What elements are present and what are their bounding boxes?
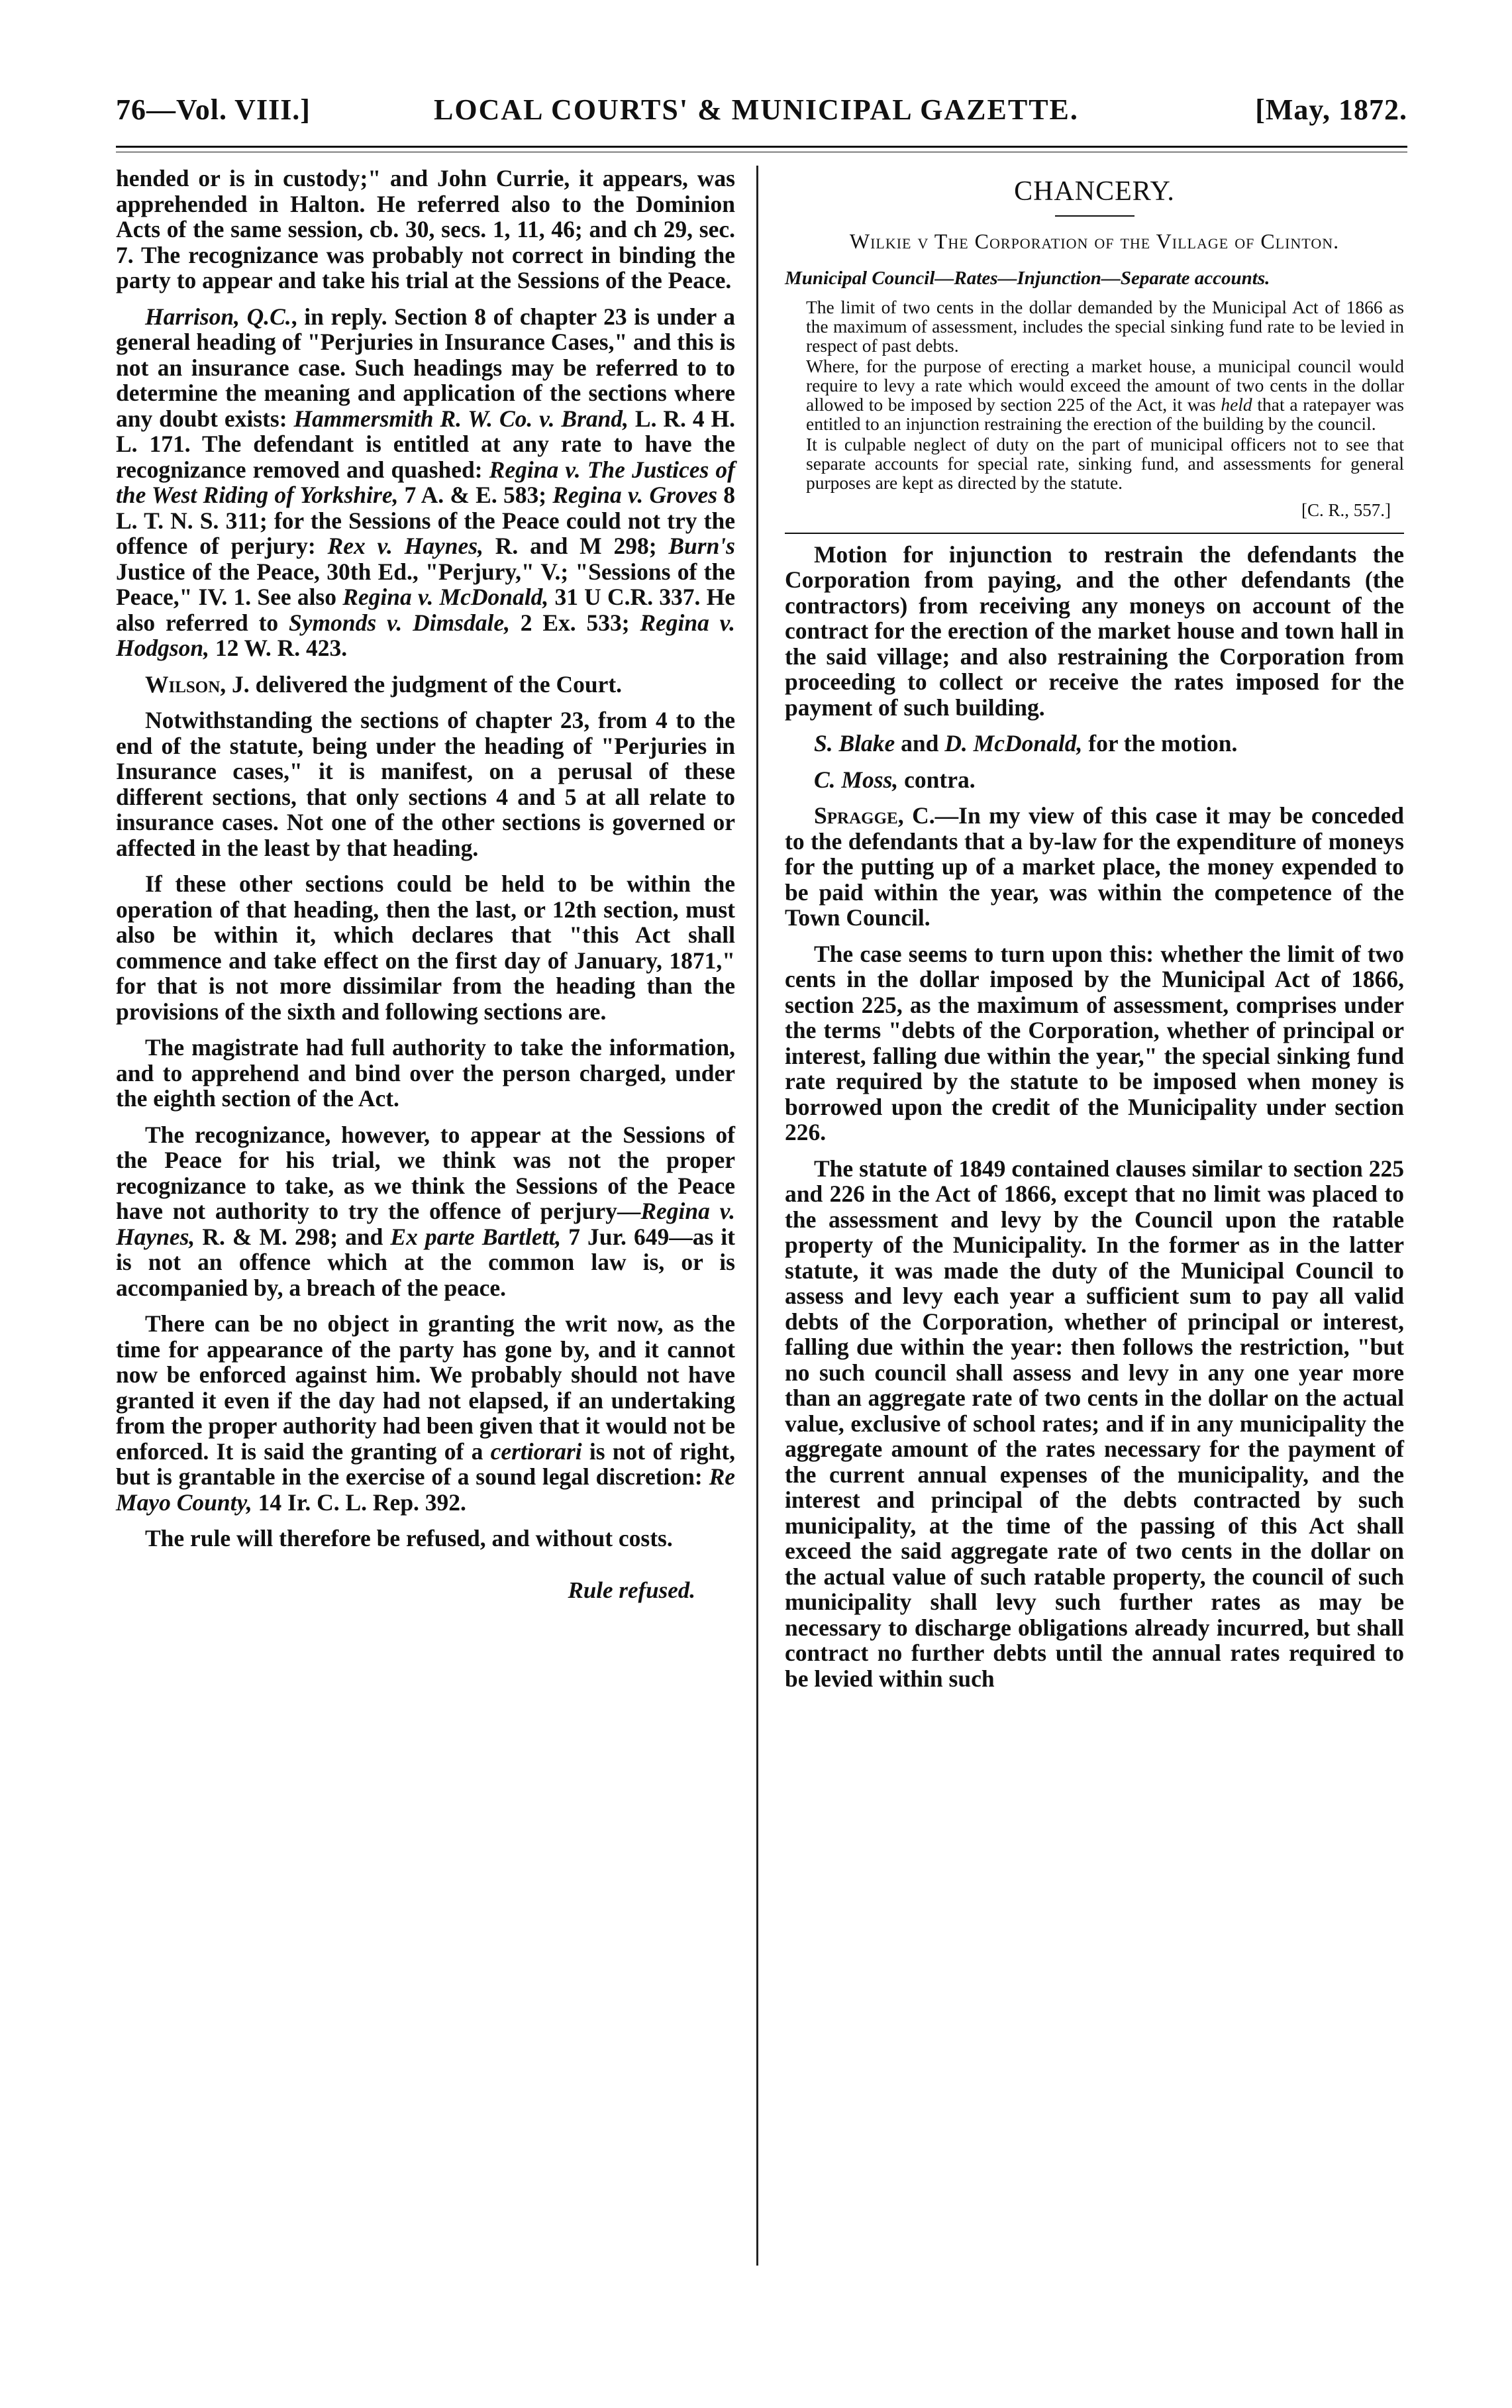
headnote: [785, 297, 1404, 492]
paragraph: The magistrate had full authority to take the information, and to apprehend and bind over the person charged, under the eighth section of the Act.: [116, 1034, 735, 1112]
paragraph: The recognizance, however, to appear at the Sessions of the Peace for his trial, we think was not the proper recognizance to take, as we think the Sessions of the Peace have not authority to try the offence of perjury—Regina v. Haynes, R. & M. 298; and Ex parte Bartlett, 7 Jur. 649—as it is not an offence which at the common law is, or is accompanied by, a breach of the peace.: [116, 1121, 735, 1301]
paragraph: Notwithstanding the sections of chapter 23, from 4 to the end of the statute, being under the heading of "Perjuries in Insurance cases," it is manifest, on a perusal of these different sections, that only sections 4 and 5 at all relate to insurance cases. Not one of the other sections is governed or affected in the least by that heading.: [116, 707, 735, 861]
paragraph: hended or is in custody;" and John Currie, it appears, was apprehended in Halton. He referred also to the Dominion Acts of the same session, cb. 30, secs. 1, 11, 46; and ch 29, sec. 7. The recognizance was probably not correct in binding the party to appear and take his trial at the Sessions of the Peace.: [116, 165, 735, 293]
paragraph: The statute of 1849 contained clauses similar to section 225 and 226 in the Act of 1866, except that no limit was placed to the assessment and levy by the Council upon the ratable property of the Municipality. In the former as in the latter statute, it was made the duty of the Municipal Council to assess and levy each year a sufficient sum to pay all valid debts of the Corporation, whether of principal or interest, falling due within the year: then follows the restriction, "but no such council shall assess and levy in any one year more than an aggregate rate of two cents in the dollar on the actual value, exclusive of school rates; and if in any municipality the aggregate amount of the rates necessary for the payment of the current annual expenses of the municipality, and the interest and principal of the debts contracted by such municipality, at the time of the passing of this Act shall exceed the said aggregate rate of two cents in the dollar on the actual value of such ratable property, the council of such municipality shall levy such further rates as may be necessary to discharge obligations already incurred, but shall contract no further debts until the annual rates required to be levied within such: [785, 1155, 1404, 1692]
case-citation: Burn's: [668, 533, 735, 559]
paragraph: Motion for injunction to restrain the defendants the Corporation from paying, and the other defendants (the contractors) from receiving any moneys on account of the contract for the erection of the market house and town hall in the said village; and also restraining the Corporation from proceeding to collect or receive the rates imposed for the payment of such building.: [785, 541, 1404, 721]
judge-name: Wilson, J.: [145, 670, 250, 698]
header-rule: [116, 146, 1407, 152]
paragraph: There can be no object in granting the writ now, as the time for appearance of the party has gone by, and it cannot now be enforced against him. We probably should not have granted it even if the day had not elapsed, if an undertaking from the proper authority had been given that it would not be enforced. It is said the granting of a certiorari is not of right, but is grantable in the exercise of a sound legal discretion: Re Mayo County, 14 Ir. C. L. Rep. 392.: [116, 1310, 735, 1516]
paragraph: Harrison, Q.C., in reply. Section 8 of chapter 23 is under a general heading of "Perjuries in Insurance Cases," and this is not an insurance case. Such headings may be referred to to determine the meaning and application of the sections where any doubt exists: Hammersmith R. W. Co. v. Brand, L. R. 4 H. L. 171. The defendant is entitled at any rate to have the recognizance removed and quashed: Regina v. The Justices of the West Riding of Yorkshire, 7 A. & E. 583; Regina v. Groves 8 L. T. N. S. 311; for the Sessions of the Peace could not try the offence of perjury: Rex v. Haynes, R. and M 298; Burn's Justice of the Peace, 30th Ed., "Perjury," V.; "Sessions of the Peace," IV. 1. See also Regina v. McDonald, 31 U C.R. 337. He also referred to Symonds v. Dimsdale, 2 Ex. 533; Regina v. Hodgson, 12 W. R. 423.: [116, 303, 736, 661]
counsel-line: C. Moss, contra.: [814, 766, 976, 793]
case-citation: Regina v. Hodgson,: [116, 609, 736, 661]
case-citation: Re Mayo County,: [116, 1463, 735, 1516]
catchwords: Municipal Council—Rates—Injunction—Separate accounts.: [785, 267, 1270, 289]
case-title: Wilkie v The Corporation of the Village of Clinton.: [849, 229, 1340, 253]
publication-title: LOCAL COURTS' & MUNICIPAL GAZETTE.: [434, 93, 1079, 126]
disposition: Rule refused.: [568, 1577, 695, 1603]
case-citation: Ex parte Bartlett,: [390, 1223, 562, 1250]
section-rule: [1055, 215, 1134, 217]
paragraph: The case seems to turn upon this: whether the limit of two cents in the dollar imposed by the Municipal Act of 1866, section 225, as the maximum of assessment, comprises under the terms "debts of the Corporation, whether of principal or interest, falling due within the year," the special sinking fund rate required by the statute to be imposed when money is borrowed upon the credit of the Municipality under section 226.: [785, 940, 1404, 1145]
left-column: [116, 166, 735, 1603]
counsel-line: S. Blake and D. McDonald, for the motion.: [814, 730, 1238, 757]
paragraph: Spragge, C.—In my view of this case it may be conceded to the defendants that a by-law for the expenditure of moneys for the putting up of a market place, the money expended to be paid within the year, was within the competence of the Town Council.: [785, 802, 1405, 931]
case-citation: Regina v. Groves: [552, 482, 718, 508]
headnote-item: It is culpable neglect of duty on the part of municipal officers not to see that separate accounts for special rate, sinking fund, and assessments for general purposes are kept as directed by the statute.: [806, 434, 1404, 493]
headnote-item: Where, for the purpose of erecting a market house, a municipal council would require to levy a rate which would exceed the amount of two cents in the dollar allowed to be imposed by section 225 of the Act, it was held that a ratepayer was entitled to an injunction restraining the erection of the building by the council.: [806, 356, 1404, 434]
case-citation: Regina v. The Justices of the West Riding of Yorkshire,: [116, 456, 735, 508]
gazette-page: [116, 86, 1407, 2305]
page-volume-number: 76—Vol. VIII.]: [116, 93, 311, 126]
headnote-rule: [785, 533, 1404, 534]
case-citation: Regina v. Haynes,: [116, 1198, 735, 1250]
right-column: [785, 166, 1404, 1702]
issue-date: [May, 1872.: [1255, 93, 1407, 126]
case-citation: Rex v. Haynes,: [327, 533, 483, 559]
section-title: CHANCERY.: [1014, 176, 1175, 207]
paragraph: Wilson, J. delivered the judgment of the Court.: [145, 670, 623, 698]
running-head: [116, 86, 1407, 132]
case-citation: Symonds v. Dimsdale,: [288, 609, 510, 636]
case-citation: Regina v. McDonald,: [342, 584, 549, 610]
paragraph: If these other sections could be held to be within the operation of that heading, then the last, or 12th section, must also be within it, which declares that "this Act shall commence and take effect on the first day of January, 1871," for that is not more dissimilar from the heading than the provisions of the sixth and following sections are.: [116, 870, 735, 1025]
judge-name: Spragge, C.: [814, 802, 935, 829]
counsel-name: Harrison, Q.C.: [145, 303, 291, 330]
report-citation: [C. R., 557.]: [1301, 500, 1391, 520]
columns: [116, 166, 1407, 2285]
term: certiorari: [490, 1438, 582, 1465]
column-divider: [756, 166, 758, 2266]
case-citation: Hammersmith R. W. Co. v. Brand,: [293, 405, 629, 432]
headnote-item: The limit of two cents in the dollar demanded by the Municipal Act of 1866 as the maximum of assessment, includes the special sinking fund rate to be levied in respect of past debts.: [806, 297, 1404, 356]
paragraph: The rule will therefore be refused, and without costs.: [145, 1525, 673, 1551]
